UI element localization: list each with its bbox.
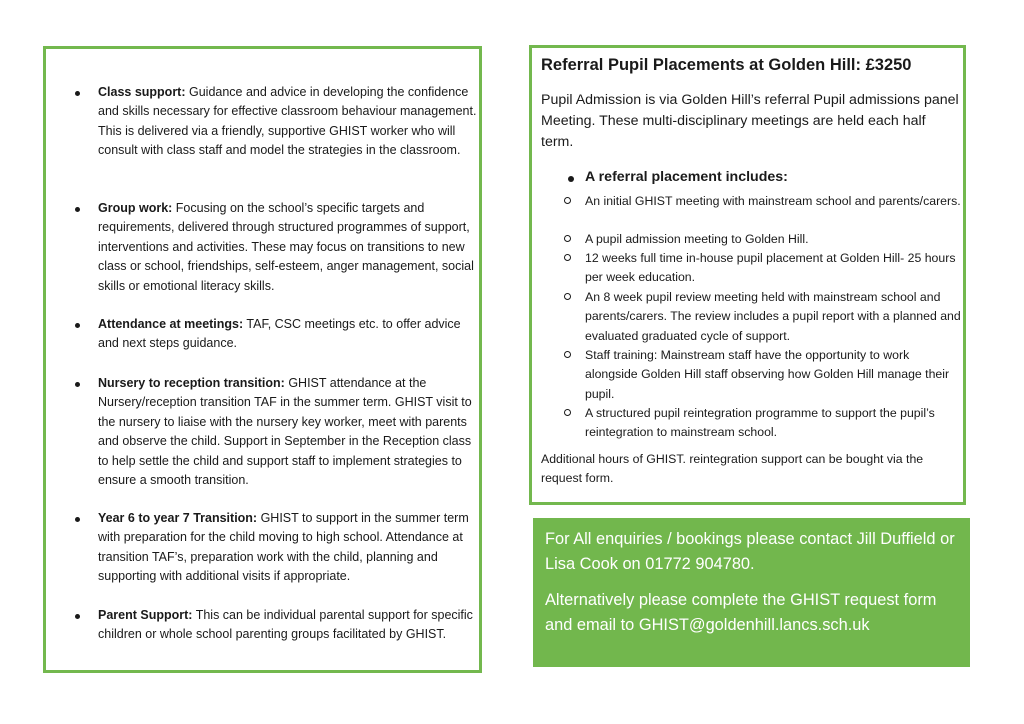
placement-item-text: A structured pupil reintegration programme to support the pupil’s reintegration to mainstream school. — [585, 406, 935, 440]
service-text: TAF, CSC meetings etc. to offer advice and next steps guidance. — [98, 317, 461, 351]
bullet-icon — [75, 323, 80, 328]
bullet-icon — [75, 91, 80, 96]
service-title: Parent Support: — [98, 608, 193, 622]
placement-item-text: A pupil admission meeting to Golden Hill. — [585, 232, 809, 246]
hollow-bullet-icon — [564, 409, 571, 416]
contact-enquiries: For All enquiries / bookings please contact Jill Duffield or Lisa Cook on 01772 904780. — [545, 530, 955, 573]
service-description — [98, 606, 478, 645]
referral-panel — [529, 45, 966, 505]
service-title: Attendance at meetings: — [98, 317, 244, 331]
referral-title: Referral Pupil Placements at Golden Hill: £3250 — [541, 56, 912, 74]
placement-item-text: An 8 week pupil review meeting held with mainstream school and parents/carers. The review includes a pupil report with a planned and evaluated graduated cycle of support. — [585, 290, 961, 343]
service-description — [98, 315, 478, 354]
hollow-bullet-icon — [564, 254, 571, 261]
referral-footer: Additional hours of GHIST. reintegration support can be bought via the request form. — [541, 452, 924, 486]
service-text: GHIST attendance at the Nursery/reception transition TAF in the summer term. GHIST visit to the nursery to liaise with the nursery key worker, meet with parents and observe the child. Support in September in the Reception class to help settle the child and support staff to implement strategies to ensure a smooth transition. — [98, 376, 472, 488]
service-title: Year 6 to year 7 Transition: — [98, 511, 258, 525]
service-description — [98, 374, 478, 490]
placement-item-text: Staff training: Mainstream staff have the opportunity to work alongside Golden Hill staff observing how Golden Hill manage their pupil. — [585, 348, 950, 401]
hollow-bullet-icon — [564, 197, 571, 204]
service-text: Focusing on the school’s specific targets and requirements, delivered through structured programmes of support, interventions and activities. These may focus on transitions to new class or school, friendships, self-esteem, anger management, social skills or emotional literacy skills. — [98, 201, 474, 293]
referral-intro: Pupil Admission is via Golden Hill’s referral Pupil admissions panel Meeting. These multi-disciplinary meetings are held each half term. — [541, 92, 959, 150]
hollow-bullet-icon — [564, 351, 571, 358]
service-title: Class support: — [98, 85, 186, 99]
service-description — [98, 83, 478, 161]
placement-item-text: An initial GHIST meeting with mainstream school and parents/carers. — [585, 194, 961, 208]
hollow-bullet-icon — [564, 235, 571, 242]
service-text: Guidance and advice in developing the confidence and skills necessary for effective classroom behaviour management. This is delivered via a friendly, supportive GHIST worker who will consult with class staff and model the strategies in the classroom. — [98, 85, 477, 158]
service-text: GHIST to support in the summer term with preparation for the child moving to high school. Attendance at transition TAF’s, preparation work with the child, planning and supporting with additional visits if appropriate. — [98, 511, 469, 584]
bullet-icon — [75, 382, 80, 387]
contact-box — [533, 518, 970, 667]
service-text: This can be individual parental support for specific children or whole school parenting groups facilitated by GHIST. — [98, 608, 473, 642]
placement-item-text: 12 weeks full time in-house pupil placement at Golden Hill- 25 hours per week education. — [585, 251, 956, 285]
hollow-bullet-icon — [564, 293, 571, 300]
services-panel — [43, 46, 482, 673]
service-description — [98, 509, 478, 587]
bullet-icon — [568, 176, 574, 182]
service-title: Group work: — [98, 201, 173, 215]
bullet-icon — [75, 614, 80, 619]
service-title: Nursery to reception transition: — [98, 376, 285, 390]
bullet-icon — [75, 207, 80, 212]
placement-heading: A referral placement includes: — [585, 169, 788, 185]
service-description — [98, 199, 478, 296]
bullet-icon — [75, 517, 80, 522]
contact-request-form: Alternatively please complete the GHIST request form and email to GHIST@goldenhill.lancs.sch.uk — [545, 591, 937, 634]
